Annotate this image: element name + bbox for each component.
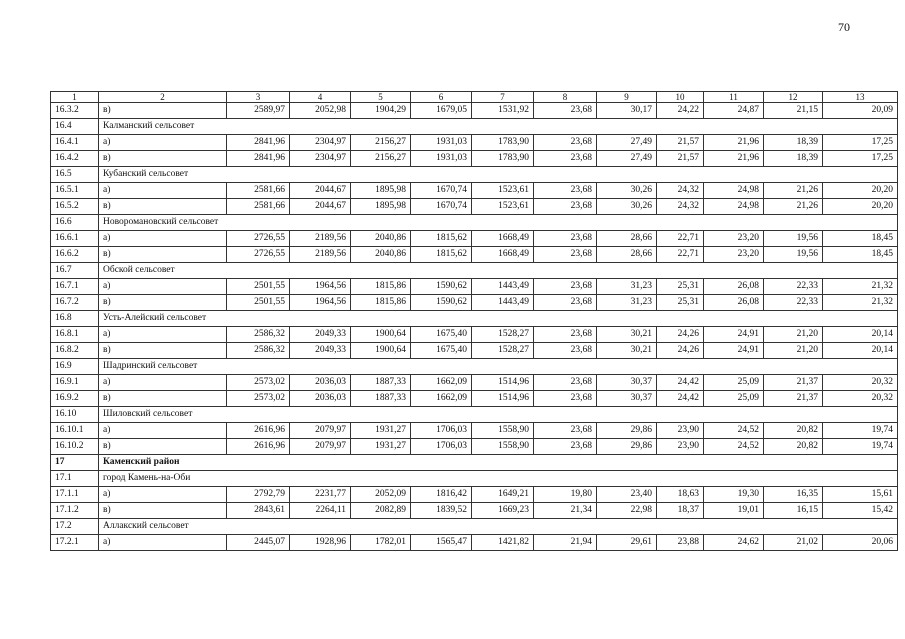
table-cell-value: 1706,03 bbox=[411, 423, 472, 439]
table-cell-value: 2231,77 bbox=[290, 487, 351, 503]
row-code: 16.6.1 bbox=[51, 231, 99, 247]
table-cell-value: 24,98 bbox=[704, 199, 764, 215]
row-label: а) bbox=[99, 327, 227, 343]
table-cell-value: 21,02 bbox=[764, 535, 823, 551]
section-title: Кубанский сельсовет bbox=[99, 167, 898, 183]
table-cell-value: 23,68 bbox=[534, 391, 597, 407]
table-cell-value: 1443,49 bbox=[472, 279, 534, 295]
table-cell-value: 1782,01 bbox=[351, 535, 411, 551]
section-title: Аллакский сельсовет bbox=[99, 519, 898, 535]
table-cell-value: 1679,05 bbox=[411, 103, 472, 119]
row-code: 16.7.2 bbox=[51, 295, 99, 311]
section-title: Усть-Алейский сельсовет bbox=[99, 311, 898, 327]
table-cell-value: 18,37 bbox=[657, 503, 704, 519]
table-cell-value: 21,96 bbox=[704, 135, 764, 151]
column-header: 6 bbox=[411, 92, 472, 103]
table-header-row bbox=[51, 92, 898, 103]
table-cell-value: 1815,86 bbox=[351, 295, 411, 311]
table-cell-value: 23,68 bbox=[534, 375, 597, 391]
table-cell-value: 1895,98 bbox=[351, 183, 411, 199]
table-cell-value: 2040,86 bbox=[351, 231, 411, 247]
table-cell-value: 29,61 bbox=[597, 535, 657, 551]
table-cell-value: 23,68 bbox=[534, 231, 597, 247]
table-cell-value: 1514,96 bbox=[472, 375, 534, 391]
table-cell-value: 2189,56 bbox=[290, 247, 351, 263]
row-code: 16.4.2 bbox=[51, 151, 99, 167]
row-label: а) bbox=[99, 535, 227, 551]
row-label: в) bbox=[99, 247, 227, 263]
table-cell-value: 1904,29 bbox=[351, 103, 411, 119]
table-cell-value: 2049,33 bbox=[290, 327, 351, 343]
table-cell-value: 19,30 bbox=[704, 487, 764, 503]
table-cell-value: 21,34 bbox=[534, 503, 597, 519]
table-row bbox=[51, 503, 898, 519]
row-label: в) bbox=[99, 439, 227, 455]
table-row bbox=[51, 375, 898, 391]
table-cell-value: 1443,49 bbox=[472, 295, 534, 311]
table-cell-value: 15,42 bbox=[823, 503, 898, 519]
table-cell-value: 1528,27 bbox=[472, 327, 534, 343]
row-code: 16.9 bbox=[51, 359, 99, 375]
table-cell-value: 2616,96 bbox=[227, 423, 290, 439]
row-label: а) bbox=[99, 487, 227, 503]
table-cell-value: 26,08 bbox=[704, 279, 764, 295]
table-cell-value: 1900,64 bbox=[351, 343, 411, 359]
column-header: 12 bbox=[764, 92, 823, 103]
table-cell-value: 2792,79 bbox=[227, 487, 290, 503]
table-cell-value: 24,87 bbox=[704, 103, 764, 119]
section-row bbox=[51, 471, 898, 487]
table-cell-value: 30,26 bbox=[597, 199, 657, 215]
table-cell-value: 21,32 bbox=[823, 295, 898, 311]
table-cell-value: 24,32 bbox=[657, 183, 704, 199]
row-label: в) bbox=[99, 103, 227, 119]
table-cell-value: 1964,56 bbox=[290, 295, 351, 311]
row-code: 17.1 bbox=[51, 471, 99, 487]
row-code: 16.9.1 bbox=[51, 375, 99, 391]
column-header: 1 bbox=[51, 92, 99, 103]
table-cell-value: 23,68 bbox=[534, 247, 597, 263]
table-cell-value: 22,33 bbox=[764, 279, 823, 295]
row-code: 16.6 bbox=[51, 215, 99, 231]
row-label: а) bbox=[99, 135, 227, 151]
table-row bbox=[51, 343, 898, 359]
table-cell-value: 2573,02 bbox=[227, 375, 290, 391]
table-cell-value: 2589,97 bbox=[227, 103, 290, 119]
table-cell-value: 30,17 bbox=[597, 103, 657, 119]
table-row bbox=[51, 279, 898, 295]
column-header: 7 bbox=[472, 92, 534, 103]
table-cell-value: 19,74 bbox=[823, 439, 898, 455]
table-row bbox=[51, 439, 898, 455]
table-cell-value: 31,23 bbox=[597, 295, 657, 311]
table-cell-value: 21,57 bbox=[657, 135, 704, 151]
section-row bbox=[51, 215, 898, 231]
table-cell-value: 2843,61 bbox=[227, 503, 290, 519]
table-cell-value: 1964,56 bbox=[290, 279, 351, 295]
table-cell-value: 15,61 bbox=[823, 487, 898, 503]
table-cell-value: 18,63 bbox=[657, 487, 704, 503]
table-cell-value: 2726,55 bbox=[227, 247, 290, 263]
table-cell-value: 30,21 bbox=[597, 327, 657, 343]
table-row bbox=[51, 327, 898, 343]
table-cell-value: 2052,98 bbox=[290, 103, 351, 119]
row-label: а) bbox=[99, 375, 227, 391]
table-cell-value: 17,25 bbox=[823, 151, 898, 167]
table-cell-value: 2079,97 bbox=[290, 439, 351, 455]
section-title: Шиловский сельсовет bbox=[99, 407, 898, 423]
table-row bbox=[51, 151, 898, 167]
section-row bbox=[51, 407, 898, 423]
table-cell-value: 28,66 bbox=[597, 247, 657, 263]
row-label: в) bbox=[99, 503, 227, 519]
table-cell-value: 21,15 bbox=[764, 103, 823, 119]
section-title: Обской сельсовет bbox=[99, 263, 898, 279]
table-cell-value: 1675,40 bbox=[411, 343, 472, 359]
table-row bbox=[51, 295, 898, 311]
row-label: а) bbox=[99, 279, 227, 295]
table-cell-value: 24,26 bbox=[657, 343, 704, 359]
section-row bbox=[51, 455, 898, 471]
table-cell-value: 28,66 bbox=[597, 231, 657, 247]
table-cell-value: 23,20 bbox=[704, 231, 764, 247]
table-cell-value: 1662,09 bbox=[411, 375, 472, 391]
row-code: 16.5 bbox=[51, 167, 99, 183]
table-cell-value: 21,57 bbox=[657, 151, 704, 167]
table-cell-value: 1558,90 bbox=[472, 423, 534, 439]
table-cell-value: 21,26 bbox=[764, 183, 823, 199]
table-cell-value: 30,37 bbox=[597, 375, 657, 391]
table-cell-value: 23,68 bbox=[534, 439, 597, 455]
table-cell-value: 1668,49 bbox=[472, 247, 534, 263]
table-cell-value: 2586,32 bbox=[227, 327, 290, 343]
table-cell-value: 2841,96 bbox=[227, 135, 290, 151]
row-code: 16.5.2 bbox=[51, 199, 99, 215]
table-cell-value: 21,20 bbox=[764, 327, 823, 343]
table-cell-value: 25,31 bbox=[657, 295, 704, 311]
table-cell-value: 1670,74 bbox=[411, 199, 472, 215]
table-cell-value: 20,14 bbox=[823, 343, 898, 359]
section-row bbox=[51, 311, 898, 327]
table-cell-value: 1815,86 bbox=[351, 279, 411, 295]
row-code: 16.7 bbox=[51, 263, 99, 279]
table-cell-value: 2586,32 bbox=[227, 343, 290, 359]
table-cell-value: 23,68 bbox=[534, 183, 597, 199]
table-cell-value: 20,20 bbox=[823, 199, 898, 215]
table-cell-value: 2573,02 bbox=[227, 391, 290, 407]
table-cell-value: 2841,96 bbox=[227, 151, 290, 167]
table-cell-value: 24,52 bbox=[704, 423, 764, 439]
table-cell-value: 21,94 bbox=[534, 535, 597, 551]
table-row bbox=[51, 135, 898, 151]
table-cell-value: 24,22 bbox=[657, 103, 704, 119]
section-title: город Камень-на-Оби bbox=[99, 471, 898, 487]
table-cell-value: 1895,98 bbox=[351, 199, 411, 215]
table-cell-value: 22,33 bbox=[764, 295, 823, 311]
table-cell-value: 20,20 bbox=[823, 183, 898, 199]
table-cell-value: 24,42 bbox=[657, 391, 704, 407]
table-cell-value: 2581,66 bbox=[227, 199, 290, 215]
table-cell-value: 1931,27 bbox=[351, 423, 411, 439]
table-cell-value: 20,82 bbox=[764, 439, 823, 455]
table-row bbox=[51, 247, 898, 263]
row-code: 17 bbox=[51, 455, 99, 471]
table-cell-value: 23,88 bbox=[657, 535, 704, 551]
table-cell-value: 23,20 bbox=[704, 247, 764, 263]
table-cell-value: 2445,07 bbox=[227, 535, 290, 551]
table-cell-value: 31,23 bbox=[597, 279, 657, 295]
table-cell-value: 29,86 bbox=[597, 439, 657, 455]
column-header: 9 bbox=[597, 92, 657, 103]
row-label: а) bbox=[99, 231, 227, 247]
table-cell-value: 27,49 bbox=[597, 135, 657, 151]
row-code: 16.9.2 bbox=[51, 391, 99, 407]
table-cell-value: 25,31 bbox=[657, 279, 704, 295]
table-cell-value: 2726,55 bbox=[227, 231, 290, 247]
table-row bbox=[51, 183, 898, 199]
table-cell-value: 2082,89 bbox=[351, 503, 411, 519]
table-row bbox=[51, 103, 898, 119]
table-cell-value: 2156,27 bbox=[351, 151, 411, 167]
table-cell-value: 1565,47 bbox=[411, 535, 472, 551]
table-cell-value: 26,08 bbox=[704, 295, 764, 311]
table-cell-value: 30,26 bbox=[597, 183, 657, 199]
row-code: 16.4 bbox=[51, 119, 99, 135]
table-row bbox=[51, 423, 898, 439]
section-title: Каменский район bbox=[99, 455, 898, 471]
table-cell-value: 18,39 bbox=[764, 135, 823, 151]
table-cell-value: 24,32 bbox=[657, 199, 704, 215]
table-cell-value: 1668,49 bbox=[472, 231, 534, 247]
table-cell-value: 2304,97 bbox=[290, 151, 351, 167]
table-cell-value: 1590,62 bbox=[411, 295, 472, 311]
row-label: в) bbox=[99, 295, 227, 311]
column-header: 2 bbox=[99, 92, 227, 103]
table-cell-value: 23,68 bbox=[534, 343, 597, 359]
column-header: 11 bbox=[704, 92, 764, 103]
table-cell-value: 1783,90 bbox=[472, 135, 534, 151]
row-label: в) bbox=[99, 151, 227, 167]
table-cell-value: 22,71 bbox=[657, 247, 704, 263]
table-cell-value: 24,91 bbox=[704, 327, 764, 343]
table-cell-value: 20,82 bbox=[764, 423, 823, 439]
table-cell-value: 19,74 bbox=[823, 423, 898, 439]
column-header: 3 bbox=[227, 92, 290, 103]
table-row bbox=[51, 199, 898, 215]
table-cell-value: 24,42 bbox=[657, 375, 704, 391]
row-code: 16.8.1 bbox=[51, 327, 99, 343]
table-cell-value: 20,32 bbox=[823, 391, 898, 407]
table-cell-value: 19,56 bbox=[764, 247, 823, 263]
table-cell-value: 1887,33 bbox=[351, 375, 411, 391]
row-code: 16.4.1 bbox=[51, 135, 99, 151]
section-row bbox=[51, 519, 898, 535]
table-cell-value: 23,68 bbox=[534, 423, 597, 439]
table-cell-value: 1783,90 bbox=[472, 151, 534, 167]
table-cell-value: 18,39 bbox=[764, 151, 823, 167]
table-cell-value: 24,98 bbox=[704, 183, 764, 199]
table-cell-value: 23,68 bbox=[534, 135, 597, 151]
table-cell-value: 2040,86 bbox=[351, 247, 411, 263]
table-cell-value: 2501,55 bbox=[227, 279, 290, 295]
row-code: 16.8 bbox=[51, 311, 99, 327]
table-cell-value: 22,98 bbox=[597, 503, 657, 519]
row-code: 17.1.2 bbox=[51, 503, 99, 519]
table-cell-value: 1931,03 bbox=[411, 151, 472, 167]
table-cell-value: 2156,27 bbox=[351, 135, 411, 151]
row-label: а) bbox=[99, 423, 227, 439]
table-cell-value: 20,06 bbox=[823, 535, 898, 551]
column-header: 4 bbox=[290, 92, 351, 103]
table-cell-value: 22,71 bbox=[657, 231, 704, 247]
table-cell-value: 1669,23 bbox=[472, 503, 534, 519]
section-row bbox=[51, 167, 898, 183]
table-cell-value: 19,80 bbox=[534, 487, 597, 503]
table-cell-value: 1928,96 bbox=[290, 535, 351, 551]
table-cell-value: 2264,11 bbox=[290, 503, 351, 519]
row-code: 16.3.2 bbox=[51, 103, 99, 119]
table-cell-value: 1662,09 bbox=[411, 391, 472, 407]
table-cell-value: 19,01 bbox=[704, 503, 764, 519]
section-title: Калманский сельсовет bbox=[99, 119, 898, 135]
section-title: Шадринский сельсовет bbox=[99, 359, 898, 375]
table-cell-value: 30,21 bbox=[597, 343, 657, 359]
table-cell-value: 1590,62 bbox=[411, 279, 472, 295]
table-cell-value: 24,52 bbox=[704, 439, 764, 455]
table-cell-value: 24,62 bbox=[704, 535, 764, 551]
table-cell-value: 2044,67 bbox=[290, 199, 351, 215]
table-cell-value: 18,45 bbox=[823, 231, 898, 247]
row-label: а) bbox=[99, 183, 227, 199]
column-header: 8 bbox=[534, 92, 597, 103]
table-cell-value: 2616,96 bbox=[227, 439, 290, 455]
table-cell-value: 23,68 bbox=[534, 151, 597, 167]
table-cell-value: 1931,27 bbox=[351, 439, 411, 455]
table-cell-value: 1839,52 bbox=[411, 503, 472, 519]
table-cell-value: 20,14 bbox=[823, 327, 898, 343]
row-code: 17.1.1 bbox=[51, 487, 99, 503]
row-code: 16.10.1 bbox=[51, 423, 99, 439]
table-cell-value: 23,68 bbox=[534, 103, 597, 119]
table-cell-value: 20,09 bbox=[823, 103, 898, 119]
table-cell-value: 1706,03 bbox=[411, 439, 472, 455]
table-cell-value: 23,40 bbox=[597, 487, 657, 503]
table-cell-value: 2036,03 bbox=[290, 375, 351, 391]
column-header: 10 bbox=[657, 92, 704, 103]
row-code: 16.5.1 bbox=[51, 183, 99, 199]
table-row bbox=[51, 487, 898, 503]
section-row bbox=[51, 263, 898, 279]
table-cell-value: 25,09 bbox=[704, 391, 764, 407]
table-cell-value: 21,37 bbox=[764, 375, 823, 391]
table-cell-value: 21,32 bbox=[823, 279, 898, 295]
table-cell-value: 21,20 bbox=[764, 343, 823, 359]
table-cell-value: 1421,82 bbox=[472, 535, 534, 551]
table-cell-value: 19,56 bbox=[764, 231, 823, 247]
table-cell-value: 2049,33 bbox=[290, 343, 351, 359]
column-header: 5 bbox=[351, 92, 411, 103]
table-cell-value: 2079,97 bbox=[290, 423, 351, 439]
table-cell-value: 1675,40 bbox=[411, 327, 472, 343]
table-cell-value: 1815,62 bbox=[411, 247, 472, 263]
page-number: 70 bbox=[838, 20, 850, 34]
table-cell-value: 1528,27 bbox=[472, 343, 534, 359]
table-cell-value: 23,90 bbox=[657, 423, 704, 439]
section-row bbox=[51, 359, 898, 375]
table-cell-value: 21,37 bbox=[764, 391, 823, 407]
column-header: 13 bbox=[823, 92, 898, 103]
table-cell-value: 17,25 bbox=[823, 135, 898, 151]
table-cell-value: 21,96 bbox=[704, 151, 764, 167]
table-cell-value: 30,37 bbox=[597, 391, 657, 407]
table-cell-value: 23,90 bbox=[657, 439, 704, 455]
table-cell-value: 23,68 bbox=[534, 295, 597, 311]
table-cell-value: 18,45 bbox=[823, 247, 898, 263]
table-cell-value: 23,68 bbox=[534, 279, 597, 295]
table-cell-value: 1558,90 bbox=[472, 439, 534, 455]
table-row bbox=[51, 231, 898, 247]
table-cell-value: 24,26 bbox=[657, 327, 704, 343]
table-row bbox=[51, 391, 898, 407]
table-cell-value: 2189,56 bbox=[290, 231, 351, 247]
table-cell-value: 2052,09 bbox=[351, 487, 411, 503]
table-cell-value: 1531,92 bbox=[472, 103, 534, 119]
table-cell-value: 1649,21 bbox=[472, 487, 534, 503]
table-cell-value: 20,32 bbox=[823, 375, 898, 391]
row-code: 16.10 bbox=[51, 407, 99, 423]
table-cell-value: 1887,33 bbox=[351, 391, 411, 407]
table-cell-value: 23,68 bbox=[534, 327, 597, 343]
table-cell-value: 1900,64 bbox=[351, 327, 411, 343]
table-cell-value: 2304,97 bbox=[290, 135, 351, 151]
table-cell-value: 1523,61 bbox=[472, 199, 534, 215]
row-code: 16.10.2 bbox=[51, 439, 99, 455]
table-cell-value: 16,15 bbox=[764, 503, 823, 519]
table-cell-value: 2044,67 bbox=[290, 183, 351, 199]
row-code: 17.2 bbox=[51, 519, 99, 535]
table-cell-value: 25,09 bbox=[704, 375, 764, 391]
table-cell-value: 2581,66 bbox=[227, 183, 290, 199]
table-cell-value: 1816,42 bbox=[411, 487, 472, 503]
section-row bbox=[51, 119, 898, 135]
row-code: 16.6.2 bbox=[51, 247, 99, 263]
table-cell-value: 27,49 bbox=[597, 151, 657, 167]
table-cell-value: 23,68 bbox=[534, 199, 597, 215]
table-cell-value: 1523,61 bbox=[472, 183, 534, 199]
row-code: 17.2.1 bbox=[51, 535, 99, 551]
table-row bbox=[51, 535, 898, 551]
row-label: в) bbox=[99, 199, 227, 215]
row-label: в) bbox=[99, 343, 227, 359]
tariff-table bbox=[50, 91, 898, 551]
row-label: в) bbox=[99, 391, 227, 407]
table-cell-value: 1931,03 bbox=[411, 135, 472, 151]
table-cell-value: 1670,74 bbox=[411, 183, 472, 199]
section-title: Новоромановский сельсовет bbox=[99, 215, 898, 231]
table-cell-value: 29,86 bbox=[597, 423, 657, 439]
table-cell-value: 24,91 bbox=[704, 343, 764, 359]
table-cell-value: 21,26 bbox=[764, 199, 823, 215]
table-cell-value: 2036,03 bbox=[290, 391, 351, 407]
table-cell-value: 2501,55 bbox=[227, 295, 290, 311]
table-cell-value: 16,35 bbox=[764, 487, 823, 503]
row-code: 16.7.1 bbox=[51, 279, 99, 295]
row-code: 16.8.2 bbox=[51, 343, 99, 359]
table-cell-value: 1514,96 bbox=[472, 391, 534, 407]
table-cell-value: 1815,62 bbox=[411, 231, 472, 247]
